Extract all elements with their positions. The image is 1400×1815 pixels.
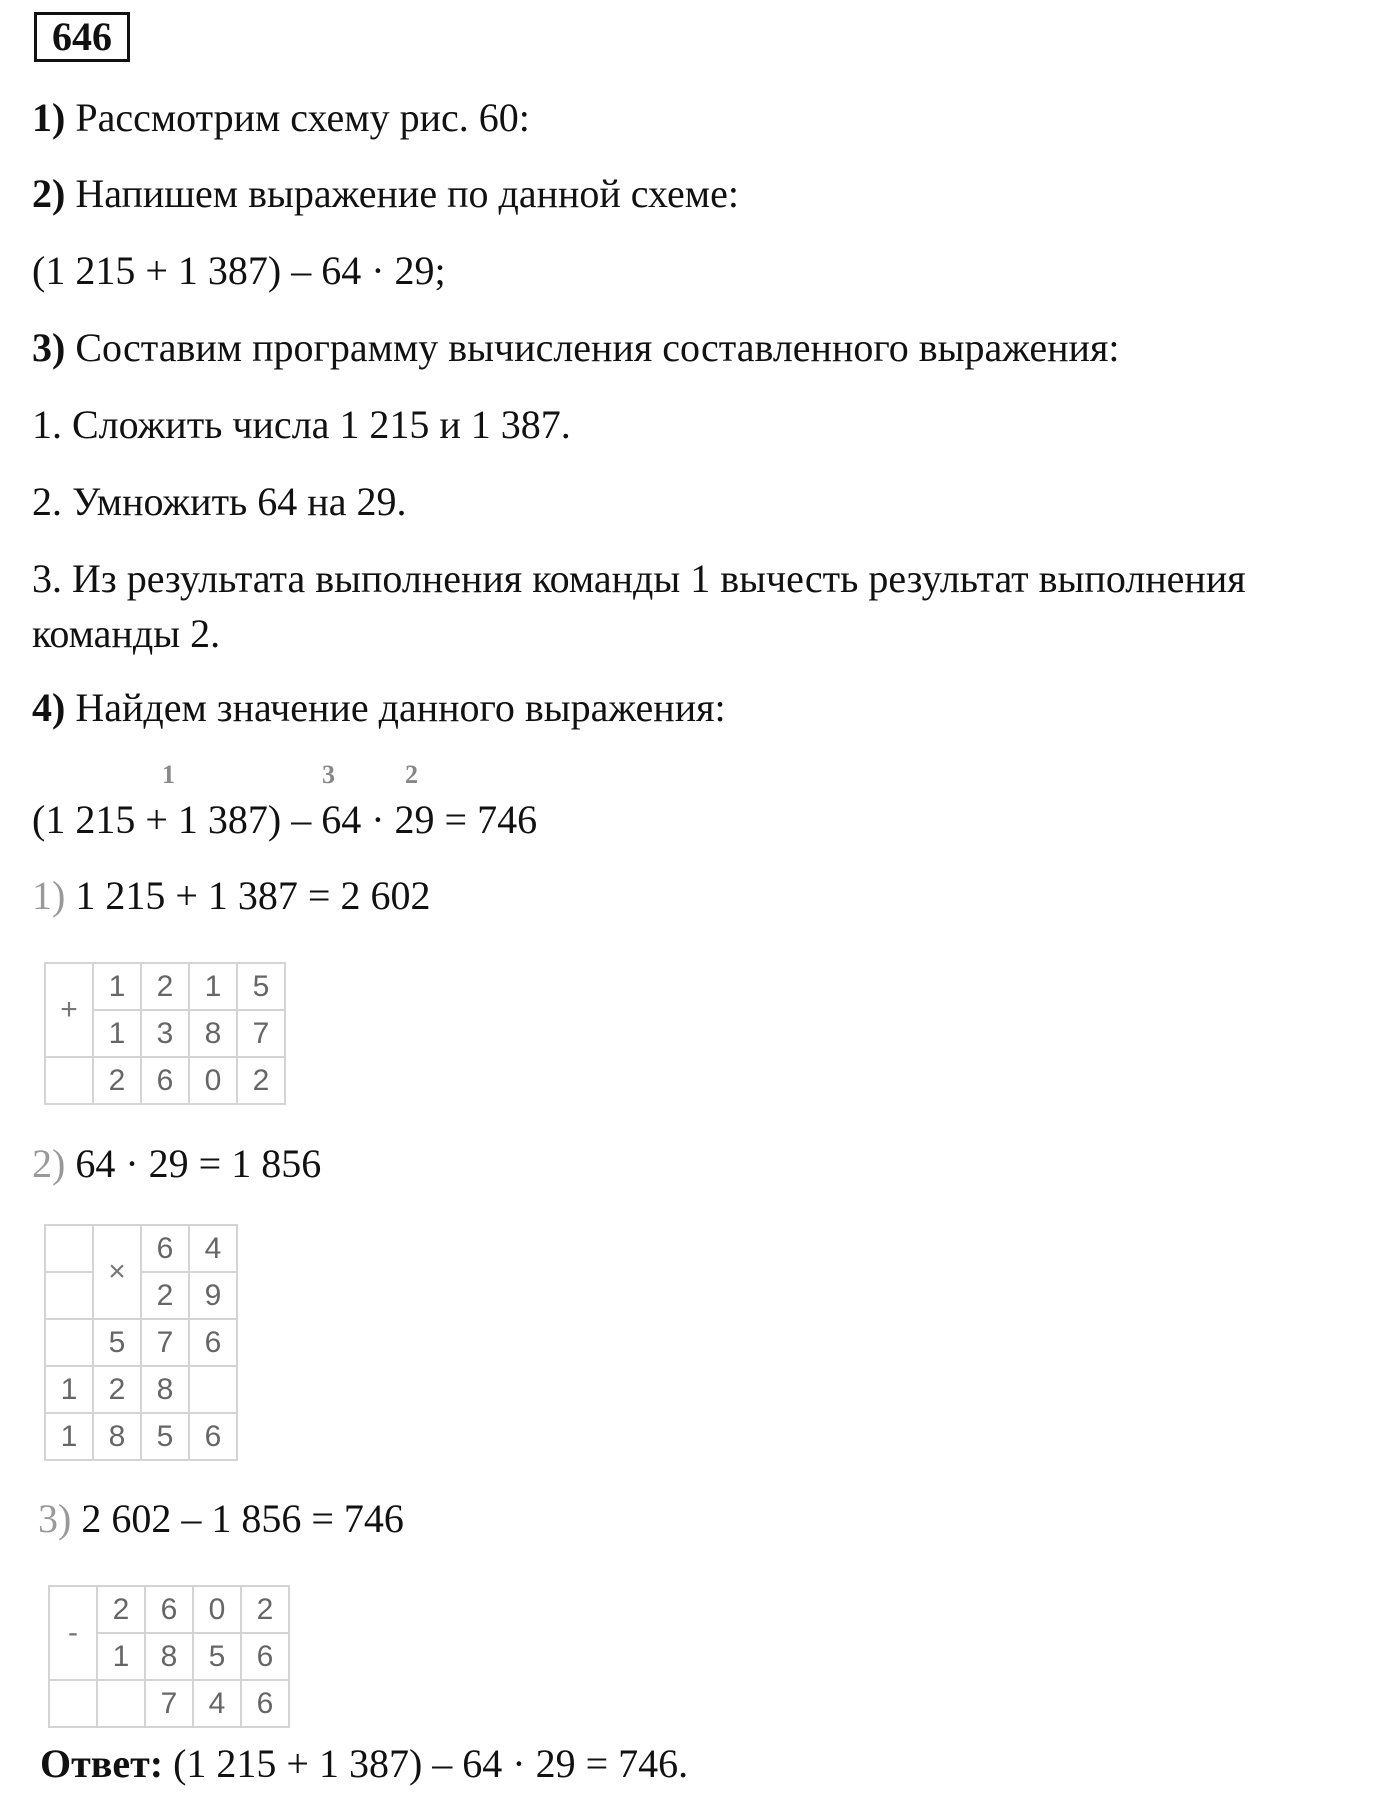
- digit-cell: 5: [193, 1633, 241, 1680]
- digit-cell: 1: [97, 1633, 145, 1680]
- order-marker-3: 3: [322, 760, 335, 789]
- digit-cell: 6: [241, 1680, 289, 1727]
- digit-cell: 0: [189, 1057, 237, 1104]
- digit-cell: 7: [237, 1010, 285, 1057]
- step-4-number: 4): [32, 685, 66, 730]
- digit-cell: 4: [189, 1225, 237, 1272]
- digit-cell: 9: [189, 1272, 237, 1319]
- sub-step-1-number: 1): [32, 873, 66, 918]
- digit-cell: 1: [93, 1010, 141, 1057]
- step-2-number: 2): [32, 171, 66, 216]
- digit-cell: 6: [145, 1586, 193, 1633]
- step-2-text: Напишем выражение по данной схеме:: [65, 171, 739, 216]
- answer-text: (1 215 + 1 387) – 64 · 29 = 746.: [163, 1741, 689, 1786]
- empty-cell: [45, 1272, 93, 1319]
- step-3-number: 3): [32, 325, 66, 370]
- digit-cell: 5: [93, 1319, 141, 1366]
- digit-cell: 0: [193, 1586, 241, 1633]
- digit-cell: 5: [237, 963, 285, 1010]
- expression-written: (1 215 + 1 387) – 64 · 29;: [32, 248, 446, 293]
- digit-cell: 1: [45, 1366, 93, 1413]
- digit-cell: 6: [141, 1057, 189, 1104]
- plus-operator: +: [45, 963, 93, 1057]
- digit-cell: 2: [93, 1057, 141, 1104]
- digit-cell: 1: [189, 963, 237, 1010]
- digit-cell: 1: [93, 963, 141, 1010]
- digit-cell: 2: [97, 1586, 145, 1633]
- empty-cell: [45, 1057, 93, 1104]
- sub-step-2: [32, 1140, 321, 1188]
- program-command-3: 3. Из результата выполнения команды 1 вычесть результат выполнения: [32, 556, 1246, 601]
- empty-cell: [97, 1680, 145, 1727]
- digit-cell: 7: [141, 1319, 189, 1366]
- digit-cell: 5: [141, 1413, 189, 1460]
- digit-cell: 2: [93, 1366, 141, 1413]
- empty-cell: [189, 1366, 237, 1413]
- program-command-2: 2. Умножить 64 на 29.: [32, 479, 407, 524]
- sub-step-2-text: 64 · 29 = 1 856: [65, 1141, 322, 1186]
- answer: [40, 1740, 688, 1788]
- digit-cell: 8: [145, 1633, 193, 1680]
- step-1-number: 1): [32, 95, 66, 140]
- digit-cell: 6: [141, 1225, 189, 1272]
- empty-cell: [45, 1319, 93, 1366]
- step-2: [32, 170, 739, 218]
- digit-cell: 6: [189, 1413, 237, 1460]
- empty-cell: [49, 1680, 97, 1727]
- empty-cell: [45, 1225, 93, 1272]
- answer-label: Ответ:: [40, 1741, 164, 1786]
- digit-cell: 2: [241, 1586, 289, 1633]
- sub-step-3-number: 3): [38, 1496, 72, 1541]
- multiply-operator: ×: [93, 1225, 141, 1319]
- sub-step-1-text: 1 215 + 1 387 = 2 602: [65, 873, 431, 918]
- task-number: 646: [34, 12, 130, 62]
- order-marker-2: 2: [405, 760, 418, 789]
- digit-cell: 1: [45, 1413, 93, 1460]
- program-command-3-cont: команды 2.: [32, 611, 221, 656]
- digit-cell: 4: [193, 1680, 241, 1727]
- digit-cell: 6: [241, 1633, 289, 1680]
- expression-evaluated: (1 215 + 1 387) – 64 · 29 = 746: [32, 797, 538, 842]
- digit-cell: 8: [93, 1413, 141, 1460]
- digit-cell: 6: [189, 1319, 237, 1366]
- step-1-text: Рассмотрим схему рис. 60:: [65, 95, 530, 140]
- multiplication-table: [44, 1224, 238, 1461]
- addition-table: [44, 962, 286, 1105]
- step-3: [32, 324, 1119, 372]
- order-marker-1: 1: [162, 760, 175, 789]
- step-4: [32, 684, 726, 732]
- sub-step-3-text: 2 602 – 1 856 = 746: [71, 1496, 404, 1541]
- program-command-1: 1. Сложить числа 1 215 и 1 387.: [32, 402, 571, 447]
- digit-cell: 8: [141, 1366, 189, 1413]
- step-4-text: Найдем значение данного выражения:: [65, 685, 726, 730]
- minus-operator: -: [49, 1586, 97, 1680]
- sub-step-1: [32, 872, 430, 920]
- sub-step-3: [38, 1495, 404, 1543]
- digit-cell: 3: [141, 1010, 189, 1057]
- subtraction-table: [48, 1585, 290, 1728]
- step-1: [32, 94, 530, 142]
- digit-cell: 2: [141, 1272, 189, 1319]
- digit-cell: 2: [237, 1057, 285, 1104]
- digit-cell: 2: [141, 963, 189, 1010]
- step-3-text: Составим программу вычисления составленного выражения:: [65, 325, 1120, 370]
- digit-cell: 8: [189, 1010, 237, 1057]
- sub-step-2-number: 2): [32, 1141, 66, 1186]
- digit-cell: 7: [145, 1680, 193, 1727]
